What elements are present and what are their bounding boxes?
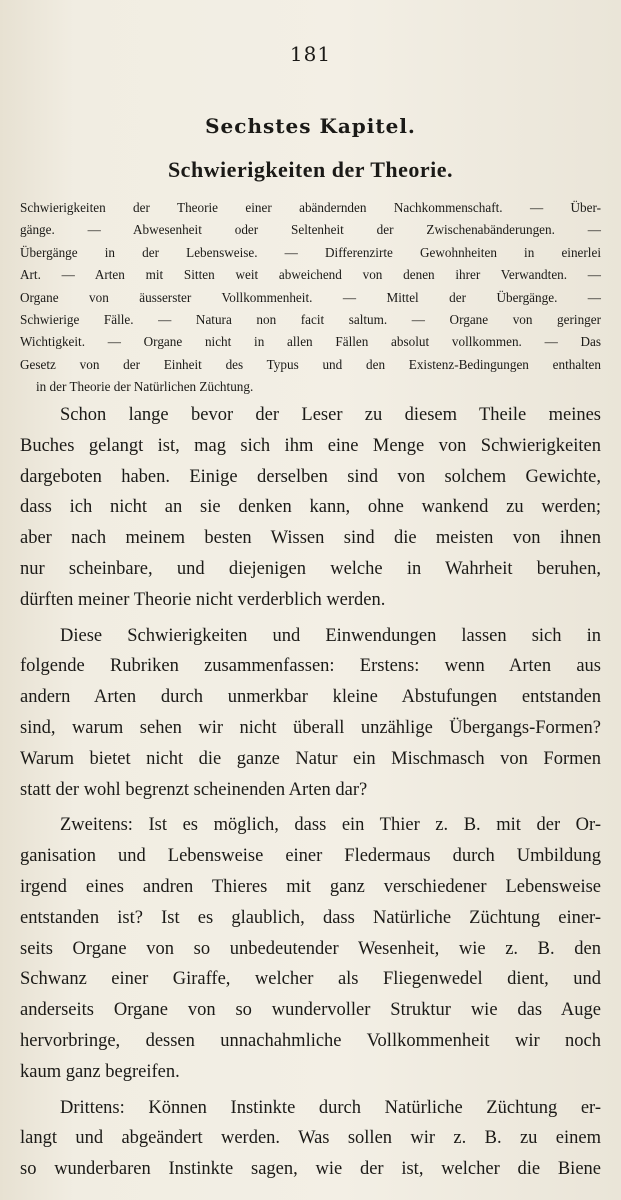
text-line: Zweitens: Ist es möglich, dass ein Thier z. B. mit der Or-	[60, 815, 601, 836]
text-line: dürften meiner Theorie nicht verderblich werden.	[20, 589, 386, 610]
text-line: andern Arten durch unmerkbar kleine Abstufungen entstanden	[20, 687, 601, 708]
summary-line: in der Theorie der Natürlichen Züchtung.	[36, 379, 254, 395]
chapter-summary	[20, 197, 601, 399]
paragraph	[20, 810, 601, 1087]
text-line: irgend eines andren Thieres mit ganz verschiedener Lebensweise	[20, 876, 601, 897]
summary-line: gänge. — Abwesenheit oder Seltenheit der Zwischenabänderungen. —	[20, 222, 601, 238]
text-line: anderseits Organe von so wundervoller Struktur wie das Auge	[20, 1000, 601, 1021]
text-line: so wunderbaren Instinkte sagen, wie der ist, welcher die Biene	[20, 1159, 601, 1180]
page-number: 181	[289, 42, 332, 66]
summary-line: Übergänge in der Lebensweise. — Differenzirte Gewohnheiten in einerlei	[20, 244, 601, 260]
paragraph	[20, 400, 601, 616]
summary-line: Wichtigkeit. — Organe nicht in allen Fällen absolut vollkommen. — Das	[20, 334, 601, 350]
text-line: ganisation und Lebensweise einer Fledermaus durch Umbildung	[20, 846, 601, 867]
summary-line: Schwierigkeiten der Theorie einer abändernden Nachkommenschaft. — Über-	[20, 200, 601, 215]
summary-line: Gesetz von der Einheit des Typus und den Existenz-Bedingungen enthalten	[20, 356, 601, 372]
text-line: Schwanz einer Giraffe, welcher als Fliegenwedel dient, und	[20, 969, 601, 990]
text-line: Drittens: Können Instinkte durch Natürliche Züchtung er-	[60, 1097, 601, 1118]
text-line: seits Organe von so unbedeutender Wesenheit, wie z. B. den	[20, 938, 601, 959]
text-line: Schon lange bevor der Leser zu diesem Theile meines	[60, 405, 601, 425]
text-line: kaum ganz begreifen.	[20, 1061, 180, 1082]
text-line: folgende Rubriken zusammenfassen: Erstens: wenn Arten aus	[20, 656, 601, 677]
text-line: langt und abgeändert werden. Was sollen wir z. B. zu einem	[20, 1128, 601, 1149]
text-line: entstanden ist? Ist es glaublich, dass Natürliche Züchtung einer-	[20, 907, 601, 928]
body-text	[20, 400, 601, 1190]
summary-line: Schwierige Fälle. — Natura non facit saltum. — Organe von geringer	[20, 312, 601, 328]
summary-line: Art. — Arten mit Sitten weit abweichend von denen ihrer Verwandten. —	[20, 267, 601, 283]
text-line: aber nach meinem besten Wissen sind die meisten von ihnen	[20, 528, 601, 549]
text-line: nur scheinbare, und diejenigen welche in Wahrheit beruhen,	[20, 558, 601, 579]
chapter-label: Sechstes Kapitel.	[205, 114, 416, 138]
text-line: dass ich nicht an sie denken kann, ohne wankend zu werden;	[20, 497, 601, 518]
summary-line: Organe von äusserster Vollkommenheit. — Mittel der Übergänge. —	[20, 289, 601, 305]
text-line: statt der wohl begrenzt scheinenden Arten dar?	[20, 779, 368, 800]
paragraph	[20, 1093, 601, 1185]
text-line: Warum bietet nicht die ganze Natur ein Mischmasch von Formen	[20, 748, 601, 769]
text-line: hervorbringe, dessen unnachahmliche Vollkommenheit wir noch	[20, 1030, 601, 1051]
chapter-title: Schwierigkeiten der Theorie.	[167, 157, 454, 182]
text-line: Buches gelangt ist, mag sich ihm eine Menge von Schwierigkeiten	[20, 435, 601, 456]
paragraph	[20, 621, 601, 806]
text-line: sind, warum sehen wir nicht überall unzählige Übergangs-Formen?	[20, 717, 601, 738]
text-line: dargeboten haben. Einige derselben sind von solchem Gewichte,	[20, 466, 601, 487]
text-line: Diese Schwierigkeiten und Einwendungen lassen sich in	[60, 625, 601, 646]
